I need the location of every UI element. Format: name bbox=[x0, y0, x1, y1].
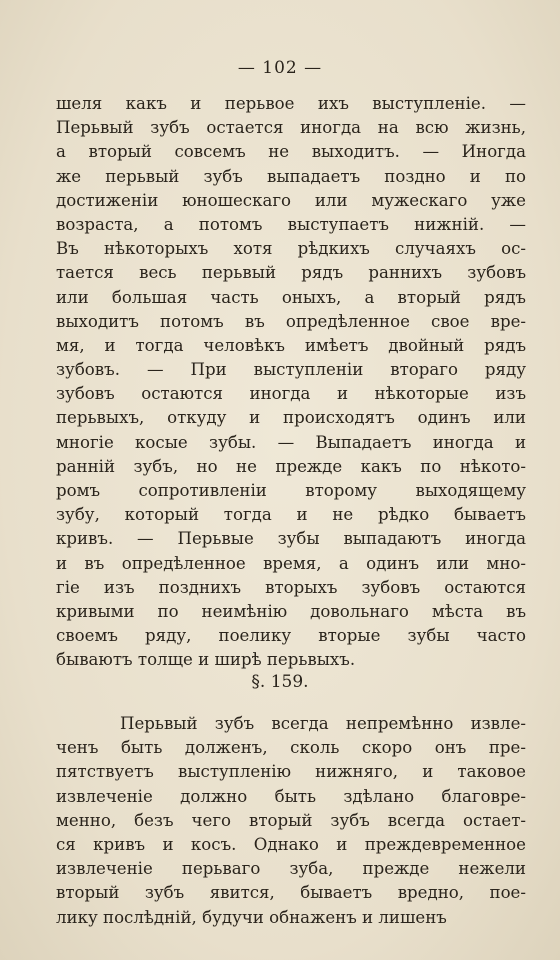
text-line: ся кривъ и косъ. Однако и преждевременное bbox=[56, 834, 526, 854]
text-line: достиженіи юношескаго или мужескаго уже bbox=[56, 190, 526, 210]
paragraph-continued bbox=[56, 92, 526, 673]
text-line: кривыми по неимѣнію довольнаго мѣста въ bbox=[56, 601, 526, 621]
text-line: Перьвый зубъ остается иногда на всю жизнь, bbox=[56, 118, 526, 138]
text-line: Перьвый зубъ всегда непремѣнно извле- bbox=[120, 714, 526, 733]
section-heading: §. 159. bbox=[251, 672, 309, 692]
text-line: многіе косые зубы. — Выпадаетъ иногда и bbox=[56, 432, 526, 452]
text-line: извлеченіе должно быть здѣлано благовре- bbox=[56, 786, 526, 806]
text-line: тается весь перьвый рядъ раннихъ зубовъ bbox=[56, 263, 526, 283]
text-line: кривъ. — Перьвые зубы выпадаютъ иногда bbox=[56, 529, 526, 549]
text-line: и въ опредѣленное время, а одинъ или мно- bbox=[56, 553, 526, 573]
text-line: вторый зубъ явится, бываетъ вредно, пое- bbox=[56, 883, 526, 903]
text-line: же перьвый зубъ выпадаетъ поздно и по bbox=[56, 166, 526, 186]
text-line: зубовъ остаются иногда и нѣкоторые изъ bbox=[56, 384, 526, 404]
text-line: или большая часть оныхъ, а вторый рядъ bbox=[56, 287, 526, 307]
text-line: зубу, который тогда и не рѣдко бываетъ bbox=[56, 505, 526, 525]
text-line: ромъ сопротивленіи второму выходящему bbox=[56, 481, 526, 500]
text-line: пятствуетъ выступленію нижняго, и таковое bbox=[56, 762, 526, 782]
text-line: шеля какъ и перьвое ихъ выступленіе. — bbox=[56, 94, 526, 113]
text-line: зубовъ. — При выступленіи втораго ряду bbox=[56, 360, 526, 380]
text-line: а вторый совсемъ не выходитъ. — Иногда bbox=[56, 142, 526, 162]
text-line: бываютъ толще и ширѣ перьвыхъ. bbox=[56, 650, 356, 670]
text-line: гіе изъ позднихъ вторыхъ зубовъ остаются bbox=[56, 577, 526, 597]
text-line: своемъ ряду, поелику вторые зубы часто bbox=[56, 626, 526, 646]
text-line: ченъ быть долженъ, сколь скоро онъ пре- bbox=[56, 738, 526, 758]
paragraph-section-159 bbox=[56, 712, 526, 930]
text-line: ранній зубъ, но не прежде какъ по нѣкото- bbox=[56, 456, 526, 476]
page-number: — 102 — bbox=[237, 58, 323, 78]
text-line: выходитъ потомъ въ опредѣленное свое вре- bbox=[56, 311, 526, 331]
text-line: Въ нѣкоторыхъ хотя рѣдкихъ случаяхъ ос- bbox=[56, 239, 526, 259]
text-line: менно, безъ чего вторый зубъ всегда остает- bbox=[56, 810, 526, 830]
text-line: извлеченіе перьваго зуба, прежде нежели bbox=[56, 859, 526, 879]
text-line: перьвыхъ, откуду и происходятъ одинъ или bbox=[56, 408, 526, 428]
text-line: возраста, а потомъ выступаетъ нижній. — bbox=[56, 214, 526, 234]
text-line: мя, и тогда человѣкъ имѣетъ двойный рядъ bbox=[56, 335, 526, 355]
text-line: лику послѣдній, будучи обнаженъ и лишенъ bbox=[56, 907, 447, 927]
